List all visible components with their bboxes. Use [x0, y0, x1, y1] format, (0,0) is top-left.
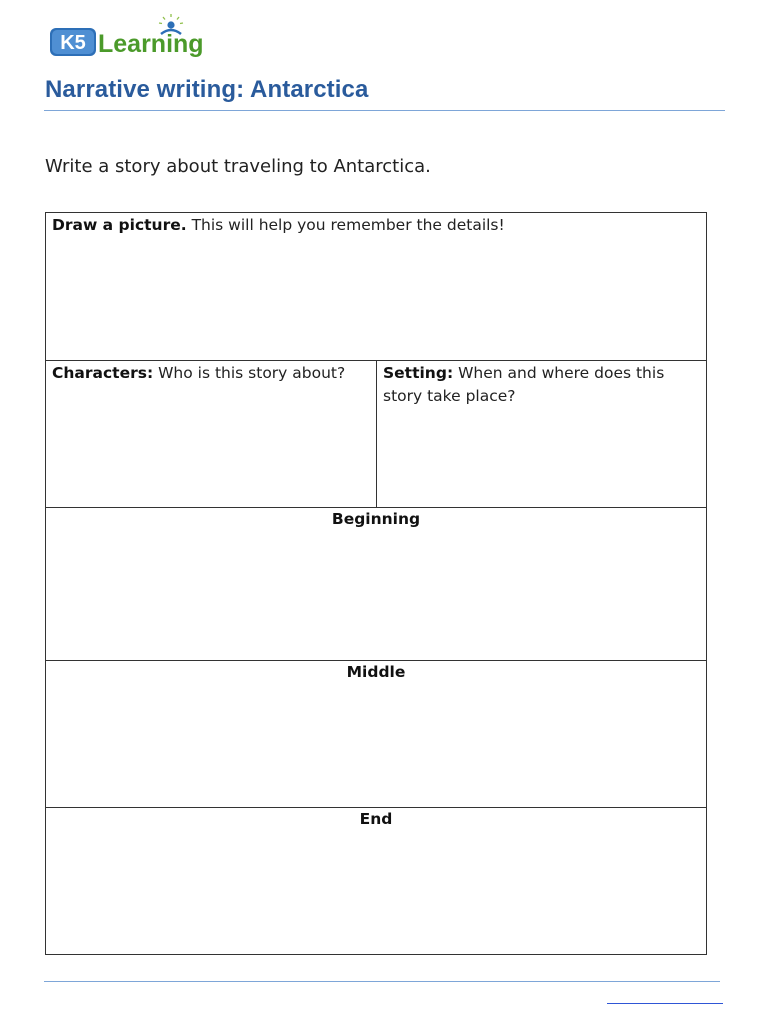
- writing-prompt: Write a story about traveling to Antarctica.: [45, 156, 431, 177]
- characters-prompt: [46, 361, 376, 386]
- logo-k5-text: K5: [60, 32, 86, 54]
- footer-divider: [44, 981, 720, 982]
- end-box[interactable]: [46, 808, 706, 954]
- middle-label: Middle: [346, 663, 406, 681]
- middle-box[interactable]: [46, 661, 706, 807]
- page-title: Narrative writing: Antarctica: [45, 76, 369, 103]
- logo-learning-text: Learning: [98, 30, 204, 58]
- setting-prompt: [377, 361, 706, 409]
- picture-box[interactable]: [46, 213, 706, 361]
- setting-box[interactable]: [377, 361, 706, 507]
- picture-text: This will help you remember the details!: [186, 216, 505, 234]
- k5-learning-logo: [48, 12, 218, 62]
- story-organizer: [45, 212, 707, 955]
- footer-link[interactable]: [607, 1003, 723, 1004]
- beginning-box[interactable]: [46, 508, 706, 660]
- characters-label: Characters:: [52, 364, 154, 382]
- setting-text: When and where does this story take place?: [383, 364, 665, 405]
- picture-label: Draw a picture.: [52, 216, 187, 234]
- picture-prompt: [46, 213, 706, 238]
- beginning-label: Beginning: [331, 510, 421, 528]
- end-label: End: [359, 810, 393, 828]
- characters-text: Who is this story about?: [153, 364, 346, 382]
- title-divider: [44, 110, 725, 111]
- characters-box[interactable]: [46, 361, 376, 507]
- setting-label: Setting:: [383, 364, 454, 382]
